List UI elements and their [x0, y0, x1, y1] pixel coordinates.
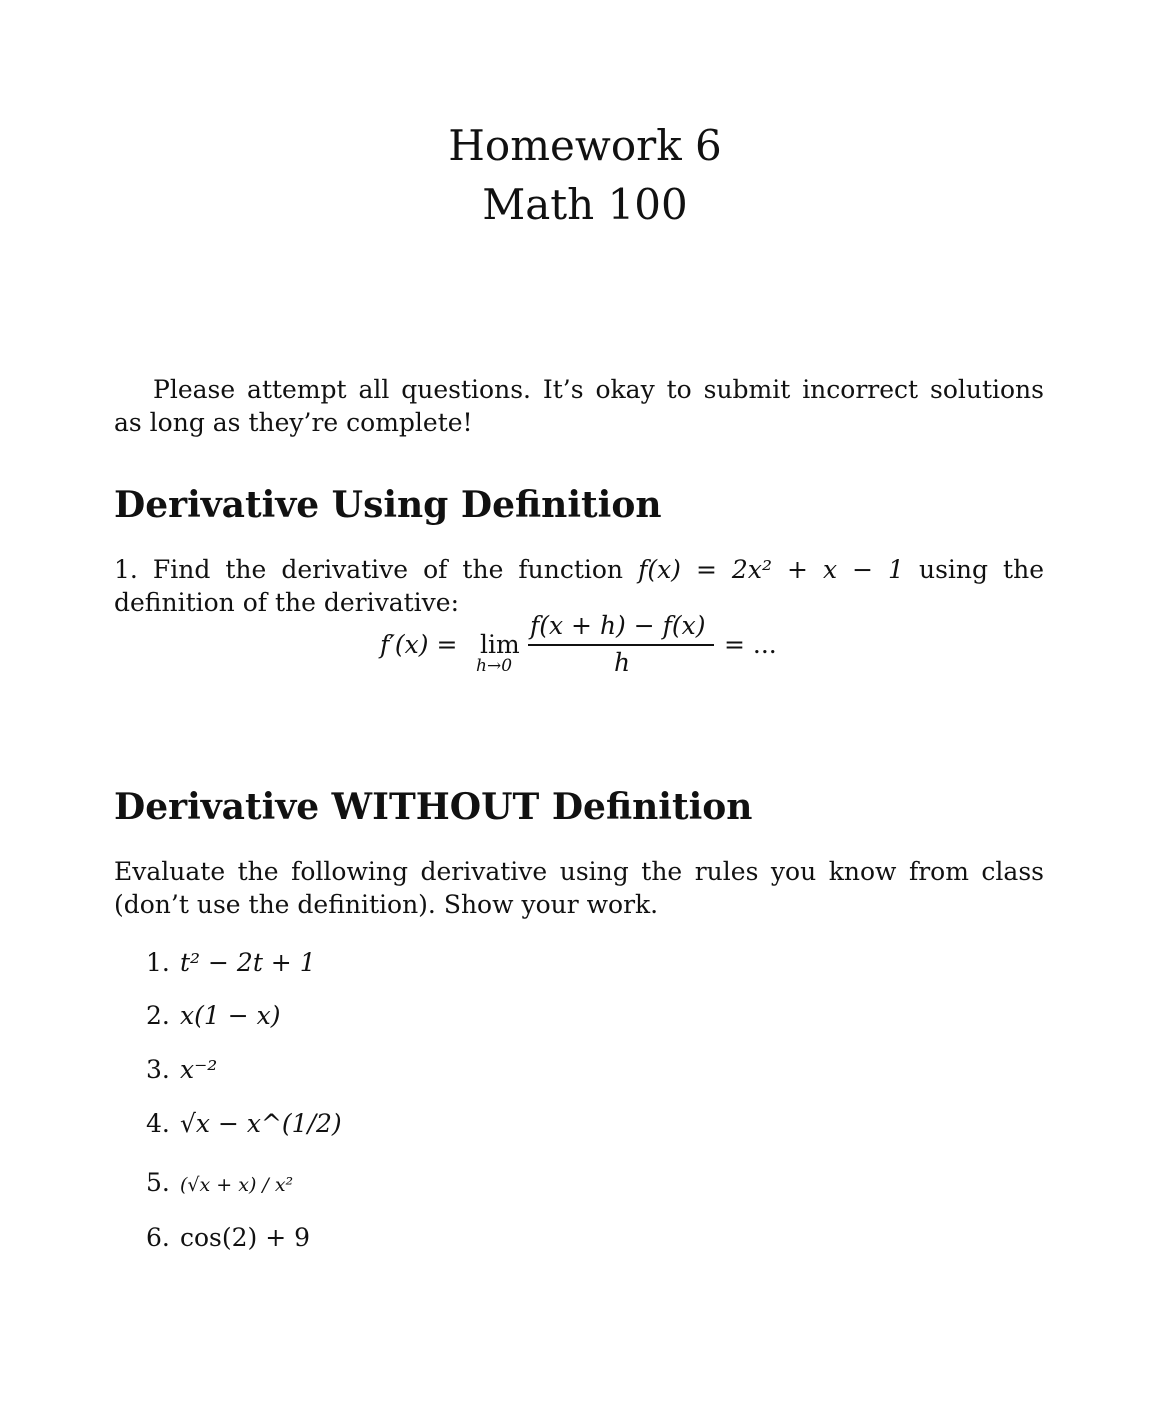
list-item-expression: (√x + x) / x²	[180, 1174, 294, 1196]
title-line-2: Math 100	[482, 180, 688, 229]
list-item-number: 3.	[146, 1055, 170, 1084]
list-item-number: 1.	[146, 948, 170, 977]
formula-lim-subscript: h→0	[476, 656, 513, 676]
formula-rhs: = ...	[724, 630, 777, 659]
question-number: 1.	[114, 555, 138, 584]
list-item-expression: x(1 − x)	[180, 1001, 281, 1030]
section-heading-without-definition: Derivative WITHOUT Definition	[114, 786, 753, 828]
list-item-expression: √x − x^(1/2)	[180, 1109, 342, 1138]
title-line-1: Homework 6	[448, 121, 722, 170]
list-item-number: 2.	[146, 1001, 170, 1030]
instructions-paragraph: Evaluate the following derivative using the rules you know from class (don’t use the definition). Show your work.	[114, 857, 1044, 919]
list-item-expression: x⁻²	[180, 1055, 218, 1084]
list-item	[146, 1223, 310, 1252]
list-item	[146, 1109, 342, 1138]
list-item-number: 6.	[146, 1223, 170, 1252]
intro-paragraph: Please attempt all questions. It’s okay to submit incorrect solutions as long as they’re complete!	[114, 375, 1044, 437]
list-item-number: 4.	[146, 1109, 170, 1138]
function-expression: f(x) = 2x² + x − 1	[638, 555, 904, 584]
section-heading-definition: Derivative Using Definition	[114, 484, 662, 526]
list-item	[146, 1055, 217, 1084]
list-item-number: 5.	[146, 1168, 170, 1197]
list-item-expression: cos(2) + 9	[180, 1223, 311, 1252]
list-item	[146, 948, 316, 977]
list-item	[146, 1168, 293, 1197]
formula-denominator: h	[614, 648, 631, 677]
formula-fraction-bar	[528, 644, 714, 646]
derivative-definition-formula	[380, 606, 800, 686]
list-item-expression: t² − 2t + 1	[180, 948, 316, 977]
formula-lhs: f′(x) =	[380, 630, 458, 659]
list-item	[146, 1001, 280, 1030]
formula-numerator: f(x + h) − f(x)	[530, 611, 706, 640]
formula-lim: lim	[480, 630, 520, 659]
question-tail-text: using the definition of the derivative:	[114, 555, 1044, 617]
question-lead-text: Find the derivative of the function	[152, 555, 624, 584]
